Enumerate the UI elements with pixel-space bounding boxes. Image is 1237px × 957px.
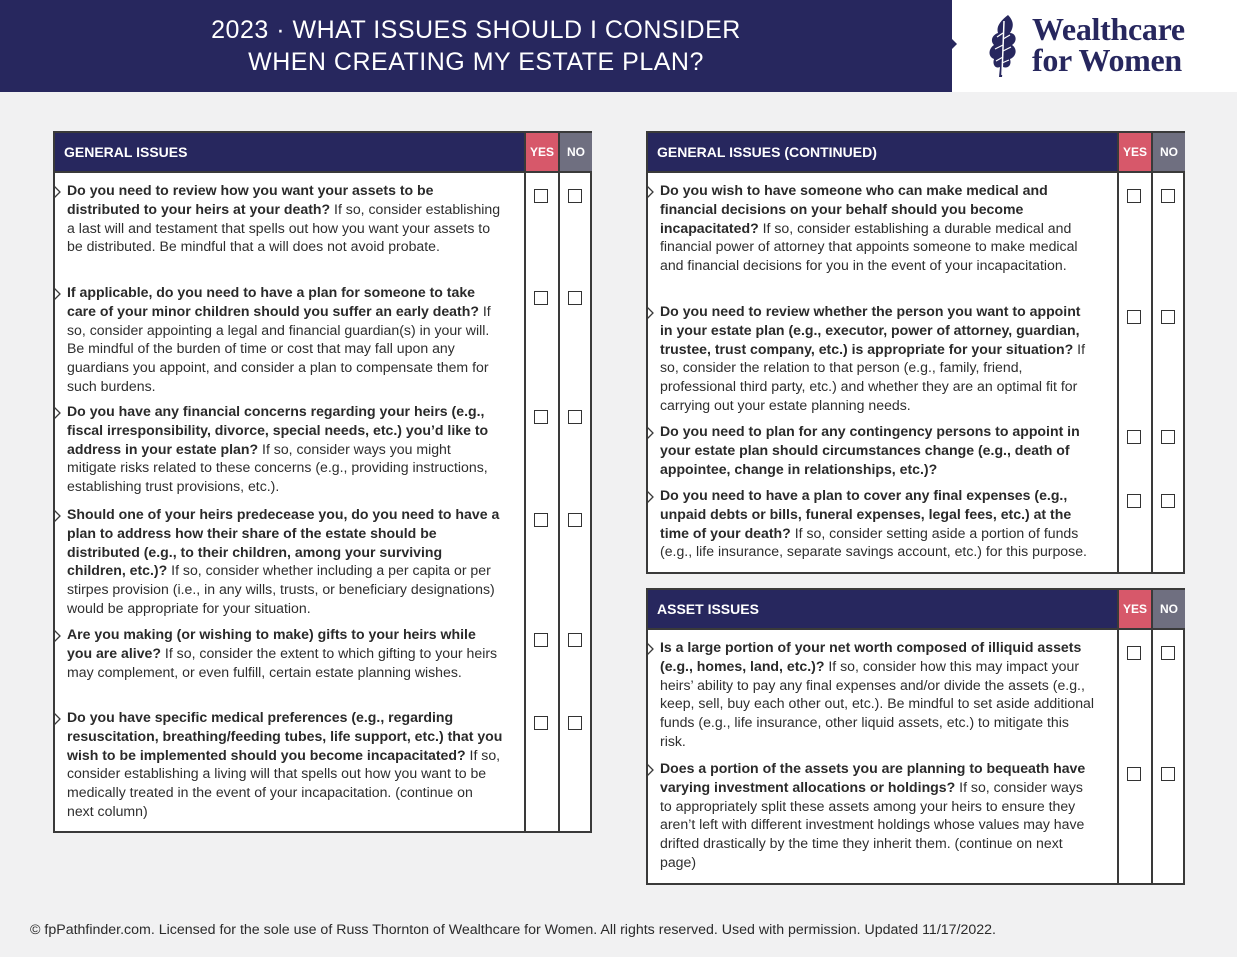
panel-title: ASSET ISSUES	[657, 601, 759, 617]
question-bold: Does a portion of the assets you are planning to bequeath have varying investment allocations or holdings?	[660, 760, 1086, 795]
question-row	[55, 625, 525, 681]
panel-title: GENERAL ISSUES (CONTINUED)	[657, 144, 877, 160]
no-column-header: NO	[1151, 590, 1185, 628]
leaf-icon	[986, 13, 1024, 79]
question-text	[660, 486, 1096, 561]
question-advice: If so, consider establishing a living will that spells out how you want to be medically treated in the event of your incapacitation. (continue on next column)	[67, 746, 501, 819]
question-text	[660, 302, 1096, 415]
question-row	[55, 181, 525, 256]
chevron-right-icon	[646, 490, 655, 504]
question-bold: Do you need to review how you want your assets to be distributed to your heirs at your death?	[67, 182, 434, 217]
no-column-header: NO	[558, 133, 592, 171]
chevron-right-icon	[646, 185, 655, 199]
chevron-right-icon	[646, 642, 655, 656]
yes-checkbox[interactable]	[1127, 767, 1141, 781]
question-bold: Do you have specific medical preferences (e.g., regarding resuscitation, breathing/feeding tubes, life support, etc.) that you wish to be implemented should you become incapacitated?	[67, 709, 503, 763]
title-line-1: 2023 · WHAT ISSUES SHOULD I CONSIDER	[211, 16, 741, 44]
chevron-right-icon	[646, 763, 655, 777]
yes-checkbox[interactable]	[534, 513, 548, 527]
yes-checkbox[interactable]	[534, 410, 548, 424]
chevron-right-icon	[53, 406, 62, 420]
question-advice: If so, consider how this may impact your heirs’ ability to pay any final expenses and/or divide the assets (e.g., keep, sell, buy each other out, etc.). Be mindful to set aside additional funds (e.g., life insurance, other liquid assets, etc.) to mitigate this risk.	[660, 657, 1095, 749]
yes-checkbox[interactable]	[1127, 310, 1141, 324]
no-checkbox[interactable]	[1161, 430, 1175, 444]
question-row	[648, 638, 1118, 751]
yes-column-header: YES	[1117, 133, 1151, 171]
question-text	[67, 402, 503, 496]
asset-issues-panel	[646, 588, 1185, 885]
question-row	[55, 283, 525, 396]
question-text	[660, 759, 1096, 872]
question-bold: Do you need to plan for any contingency persons to appoint in your estate plan should circumstances change (e.g., death of appointee, change in relationships, etc.)?	[660, 423, 1080, 477]
question-text	[67, 181, 503, 256]
panel-body	[55, 173, 590, 831]
yes-checkbox[interactable]	[1127, 646, 1141, 660]
question-advice: If so, consider whether including a per capita or per stirpes provision (i.e., in any wills, trusts, or beneficiary designations) would be appropriate for your situation.	[67, 562, 495, 616]
yes-column-header: YES	[1117, 590, 1151, 628]
panel-body	[648, 173, 1183, 572]
question-advice: If so, consider ways to appropriately split these assets among your heirs to ensure they aren’t left with different investment holdings whose values may have drifted drastically by the time they inherit them. (continue on next page)	[660, 778, 1085, 870]
no-checkbox[interactable]	[568, 633, 582, 647]
general-issues-continued-panel	[646, 131, 1185, 574]
question-bold: Do you have any financial concerns regarding your heirs (e.g., fiscal irresponsibility, divorce, special needs, etc.) you’d like to address in your estate plan?	[67, 403, 489, 457]
panel-header	[55, 133, 590, 173]
yes-checkbox[interactable]	[534, 633, 548, 647]
chevron-right-icon	[53, 509, 62, 523]
chevron-right-icon	[646, 306, 655, 320]
chevron-right-icon	[53, 185, 62, 199]
logo-line-2: for Women	[1032, 42, 1182, 78]
no-checkbox[interactable]	[568, 291, 582, 305]
logo-line-1: Wealthcare	[1032, 11, 1185, 47]
no-checkbox[interactable]	[1161, 310, 1175, 324]
yes-checkbox[interactable]	[534, 291, 548, 305]
title-line-2: WHEN CREATING MY ESTATE PLAN?	[248, 48, 704, 76]
question-text	[67, 283, 503, 396]
panel-header	[648, 590, 1183, 630]
question-row	[648, 302, 1118, 415]
no-checkbox[interactable]	[1161, 494, 1175, 508]
logo-text	[1032, 11, 1185, 78]
panel-title: GENERAL ISSUES	[64, 144, 188, 160]
yes-checkbox[interactable]	[1127, 494, 1141, 508]
question-text	[67, 505, 503, 618]
question-advice: If so, consider establishing a durable medical and financial power of attorney that appoints someone to make medical and financial decisions for you in the event of your incapacitation.	[660, 219, 1078, 274]
chevron-right-icon	[646, 426, 655, 440]
no-checkbox[interactable]	[568, 189, 582, 203]
question-row	[648, 422, 1118, 478]
question-bold: Do you need to review whether the person you want to appoint in your estate plan (e.g., executor, power of attorney, guardian, trustee, trust company, etc.) is appropriate for your situation?	[660, 303, 1081, 357]
question-text	[67, 708, 503, 821]
question-bold: Are you making (or wishing to make) gifts to your heirs while you are alive?	[67, 626, 476, 661]
question-bold: Do you need to have a plan to cover any final expenses (e.g., unpaid debts or bills, funeral expenses, legal fees, etc.) at the time of your death?	[660, 487, 1072, 541]
question-text	[67, 625, 503, 681]
question-row	[648, 181, 1118, 275]
title-banner	[0, 0, 952, 92]
question-advice: If so, consider ways you might mitigate risks related to these concerns (e.g., providing instructions, establishing trust provisions, etc.).	[67, 440, 488, 495]
panel-body	[648, 630, 1183, 883]
yes-column-header: YES	[524, 133, 558, 171]
question-row	[648, 759, 1118, 872]
question-text	[660, 181, 1096, 275]
logo	[952, 0, 1237, 92]
copyright-footer: © fpPathfinder.com. Licensed for the sole use of Russ Thornton of Wealthcare for Women. All rights reserved. Used with permission. Updated 11/17/2022.	[30, 922, 996, 938]
question-text	[660, 638, 1096, 751]
yes-checkbox[interactable]	[1127, 430, 1141, 444]
question-advice: If so, consider setting aside a portion of funds (e.g., life insurance, separate savings account, etc.) for this purpose.	[660, 524, 1087, 560]
panel-header	[648, 133, 1183, 173]
question-bold: Do you wish to have someone who can make medical and financial decisions on your behalf should you become incapacitated?	[660, 182, 1048, 236]
yes-checkbox[interactable]	[534, 189, 548, 203]
question-row	[55, 402, 525, 496]
question-row	[55, 708, 525, 821]
general-issues-panel	[53, 131, 592, 833]
question-advice: If so, consider establishing a last will and testament that spells out how you want your assets to be distributed. Be mindful that a will does not avoid probate.	[67, 200, 501, 255]
no-checkbox[interactable]	[1161, 189, 1175, 203]
question-advice: If so, consider the relation to that person (e.g., family, friend, professional third party, etc.) and whether they are an optimal fit for carrying out your estate planning needs.	[660, 340, 1085, 413]
question-advice: If so, consider appointing a legal and financial guardian(s) in your will. Be mindful of the burden of time or cost that may fall upon any guardians you appoint, and consider a plan to compensate them for such burdens.	[67, 302, 491, 394]
no-checkbox[interactable]	[1161, 767, 1175, 781]
chevron-right-icon	[53, 712, 62, 726]
question-row	[55, 505, 525, 618]
question-bold: Is a large portion of your net worth composed of illiquid assets (e.g., homes, land, etc.)?	[660, 639, 1082, 674]
no-checkbox[interactable]	[568, 410, 582, 424]
question-bold: Should one of your heirs predecease you, do you need to have a plan to address how their share of the estate should be distributed (e.g., to their children, among your surviving children, etc.)?	[67, 506, 500, 579]
question-text	[660, 422, 1096, 478]
no-column-header: NO	[1151, 133, 1185, 171]
chevron-right-icon	[53, 287, 62, 301]
no-checkbox[interactable]	[568, 716, 582, 730]
yes-checkbox[interactable]	[534, 716, 548, 730]
question-row	[648, 486, 1118, 561]
chevron-right-icon	[53, 629, 62, 643]
question-bold: If applicable, do you need to have a plan for someone to take care of your minor children should you suffer an early death?	[67, 284, 479, 319]
question-advice: If so, consider the extent to which gifting to your heirs may complement, or even fulfill, certain estate planning wishes.	[67, 644, 498, 680]
no-checkbox[interactable]	[1161, 646, 1175, 660]
no-checkbox[interactable]	[568, 513, 582, 527]
yes-checkbox[interactable]	[1127, 189, 1141, 203]
